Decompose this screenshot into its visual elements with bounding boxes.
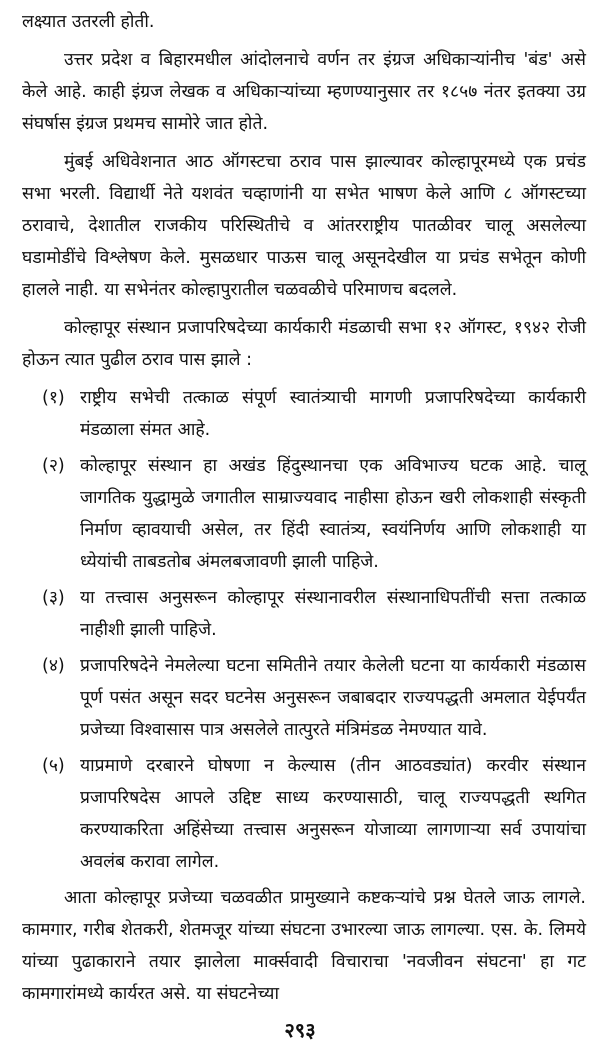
resolution-text: प्रजापरिषदेने नेमलेल्या घटना समितीने तयार केलेली घटना या कार्यकारी मंडळास पूर्ण पसंत असून सदर घटनेस अनुसरून जबाबदार राज्यपद्धती अमलात येईपर्यंत प्रजेच्या विश्वासास पात्र असलेले तात्पुरते मंत्रिमंडळ नेमण्यात यावे. — [80, 656, 586, 740]
resolution-item — [22, 382, 586, 446]
resolution-number: (२) — [42, 456, 65, 476]
paragraph-continuation: लक्ष्यात उतरली होती. — [22, 12, 155, 32]
paragraph-praja-parishad-meeting: कोल्हापूर संस्थान प्रजापरिषदेच्या कार्यकारी मंडळाची सभा १२ ऑगस्ट, १९४२ रोजी होऊन त्यात पुढील ठराव पास झाले : — [22, 318, 586, 370]
resolution-item — [22, 750, 586, 878]
paragraph-workers-movement: आता कोल्हापूर प्रजेच्या चळवळीत प्रामुख्याने कष्टकऱ्यांचे प्रश्न घेतले जाऊ लागले. कामगार, गरीब शेतकरी, शेतमजूर यांच्या संघटना उभारल्या जाऊ लागल्या. एस. के. लिमये यांच्या पुढाकाराने तयार झालेला मार्क्सवादी विचाराचा 'नवजीवन संघटना' हा गट कामगारांमध्ये कार्यरत असे. या संघटनेच्या — [22, 888, 586, 1004]
resolution-item — [22, 450, 586, 578]
paragraph-mumbai-session: मुंबई अधिवेशनात आठ ऑगस्टचा ठराव पास झाल्यावर कोल्हापूरमध्ये एक प्रचंड सभा भरली. विद्यार्थी नेते यशवंत चव्हाणांनी या सभेत भाषण केले आणि ८ ऑगस्टच्या ठरावाचे, देशातील राजकीय परिस्थितीचे व आंतरराष्ट्रीय पातळीवर चालू असलेल्या घडामोडींचे विश्लेषण केले. मुसळधार पाऊस चालू असूनदेखील या प्रचंड सभेतून कोणी हालले नाही. या सभेनंतर कोल्हापुरातील चळवळीचे परिमाणच बदलले. — [22, 152, 586, 300]
paragraph-up-bihar-movement: उत्तर प्रदेश व बिहारमधील आंदोलनाचे वर्णन तर इंग्रज अधिकाऱ्यांनीच 'बंड' असे केले आहे. काही इंग्रज लेखक व अधिकाऱ्यांच्या म्हणण्यानुसार तर १८५७ नंतर इतक्या उग्र संघर्षास इंग्रज प्रथमच सामोरे जात होते. — [22, 50, 586, 134]
resolution-number: (१) — [42, 388, 65, 408]
page-number: २९३ — [284, 1018, 316, 1042]
resolution-item — [22, 650, 586, 746]
resolution-text: कोल्हापूर संस्थान हा अखंड हिंदुस्थानचा एक अविभाज्य घटक आहे. चालू जागतिक युद्धामुळे जगातील साम्राज्यवाद नाहीसा होऊन खरी लोकशाही संस्कृती निर्माण व्हावयाची असेल, तर हिंदी स्वातंत्र्य, स्वयंनिर्णय आणि लोकशाही या ध्येयांची ताबडतोब अंमलबजावणी झाली पाहिजे. — [80, 456, 586, 572]
resolution-text: राष्ट्रीय सभेची तत्काळ संपूर्ण स्वातंत्र्याची मागणी प्रजापरिषदेच्या कार्यकारी मंडळाला संमत आहे. — [80, 388, 586, 440]
resolution-number: (३) — [42, 588, 65, 608]
resolution-number: (५) — [42, 756, 65, 776]
resolution-text: या तत्त्वास अनुसरून कोल्हापूर संस्थानावरील संस्थानाधिपतींची सत्ता तत्काळ नाहीशी झाली पाहिजे. — [80, 588, 586, 640]
resolution-number: (४) — [42, 656, 65, 676]
resolution-text: याप्रमाणे दरबारने घोषणा न केल्यास (तीन आठवड्यांत) करवीर संस्थान प्रजापरिषदेस आपले उद्दिष्ट साध्य करण्यासाठी, चालू राज्यपद्धती स्थगित करण्याकरिता अहिंसेच्या तत्त्वास अनुसरून योजाव्या लागणाऱ्या सर्व उपायांचा अवलंब करावा लागेल. — [80, 756, 586, 872]
resolution-item — [22, 582, 586, 646]
